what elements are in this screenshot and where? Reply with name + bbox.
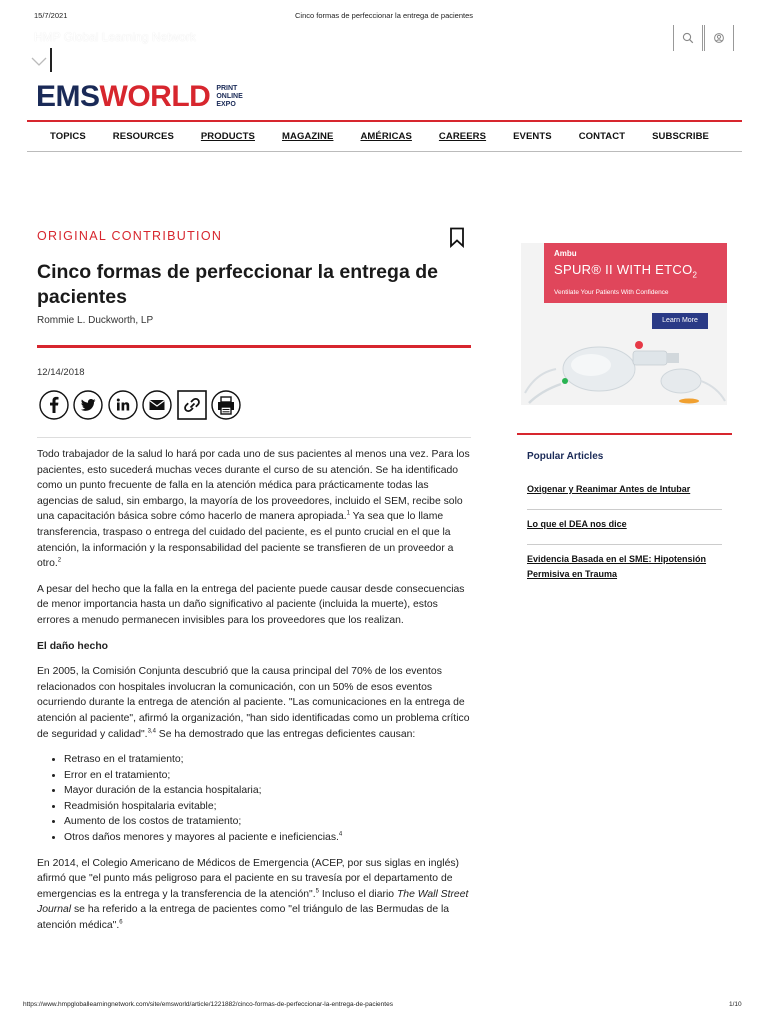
p4-text: En 2014, el Colegio Americano de Médicos de Emergencia (ACEP, por sus siglas en inglés) afirmó que "el punto más peligroso para el paciente en su travesía por el departamento de emergencias es la entrega y la transferencia de la atención". <box>37 857 460 900</box>
footnote-ref[interactable]: 3,4 <box>147 728 156 735</box>
linkedin-icon <box>108 390 138 420</box>
chevron-down-icon[interactable] <box>30 54 48 68</box>
list-item: • Mayor duración de la estancia hospitalaria; <box>64 783 473 799</box>
ad-subtitle: Ventilate Your Patients With Confidence <box>554 289 669 296</box>
p1-text: Todo trabajador de la salud lo hará por cada uno de sus pacientes al menos una vez. Para los pacientes, esto sucederá muchas veces durante el curso de su atención. Se ha identificado como un punto frecuente de falla en la atención médica para prácticamente todas las agencias de salud, sin embargo, la mayoría de los proveedores, incluido el SEM, recibe solo una capacitación básica sobre cómo hacerlo de manera apropiada. <box>37 449 470 523</box>
p1-text-2: Ya sea que lo llame transferencia, traspaso o entrega del cuidado del paciente, es el punto crucial en el que la atención, la información y la responsabilidad del paciente se transfieren de un proveedor a otro. <box>37 511 454 570</box>
footnote-ref[interactable]: 1 <box>346 510 350 517</box>
link-icon <box>177 390 207 420</box>
copy-link-button[interactable] <box>176 389 207 420</box>
share-facebook-button[interactable] <box>38 389 69 420</box>
search-icon <box>682 32 694 44</box>
list-item: • Retraso en el tratamiento; <box>64 752 473 768</box>
header-icons <box>673 25 735 51</box>
header-divider <box>50 48 52 72</box>
footnote-ref[interactable]: 6 <box>119 919 123 926</box>
print-icon <box>211 390 241 420</box>
nav-subscribe[interactable]: SUBSCRIBE <box>652 131 709 142</box>
main-nav <box>27 122 742 152</box>
resuscitator-product-image <box>521 321 727 405</box>
list-item-text: Otros daños menores y mayores al paciente e ineficiencias. <box>64 832 339 844</box>
footnote-ref[interactable]: 4 <box>338 831 343 838</box>
article-kicker[interactable]: ORIGINAL CONTRIBUTION <box>37 229 223 243</box>
ad-title <box>554 262 697 280</box>
ad-title-main: SPUR® II WITH ETCO <box>554 262 693 277</box>
p3-text: En 2005, la Comisión Conjunta descubrió que la causa principal del 70% de los eventos relacionados con hospitales involucran la comunicación, con un 50% de esos eventos ocurriendo durante la entrega de atención al paciente. "Las comunicaciones en la entrega de atención al paciente", afirmó la organización, "han sido identificadas como un problema crítico de seguridad y calidad". <box>37 666 470 740</box>
logo-tagline-print: PRINT <box>216 85 238 92</box>
nav-resources[interactable]: RESOURCES <box>112 131 174 142</box>
sidebar-accent-rule <box>517 433 732 435</box>
share-bar <box>38 389 245 420</box>
bookmark-icon[interactable] <box>449 227 465 248</box>
network-link[interactable]: HMP Global Learning Network <box>34 30 196 44</box>
email-icon <box>142 390 172 420</box>
logo-ems: EMS <box>36 80 100 113</box>
logo-tagline-expo: EXPO <box>216 101 236 108</box>
sidebar-ad[interactable] <box>521 243 727 405</box>
p4-text-2: Incluso el diario <box>318 888 397 900</box>
twitter-icon <box>73 390 103 420</box>
popular-articles-list <box>527 475 722 594</box>
print-page-number: 1/10 <box>729 1001 742 1008</box>
account-button[interactable] <box>704 25 734 51</box>
paragraph-2: A pesar del hecho que la falla en la entrega del paciente puede causar desde consecuencias de menor importancia hasta un daño significativo al paciente (incluida la muerte), estos errores a menudo permanecen invisibles para los proveedores que los realizan. <box>37 583 465 626</box>
logo-tagline-online: ONLINE <box>216 93 243 100</box>
print-button[interactable] <box>211 389 242 420</box>
popular-articles-heading: Popular Articles <box>527 451 604 462</box>
nav-americas[interactable]: AMÉRICAS <box>360 131 412 142</box>
p4-text-3: se ha referido a la entrega de pacientes como "el triángulo de las Bermudas de la atención médica". <box>37 904 450 932</box>
title-rule <box>37 345 471 348</box>
consequences-list <box>37 752 473 846</box>
popular-article-link[interactable]: Evidencia Basada en el SME: Hipotensión Permisiva en Trauma <box>527 554 707 579</box>
article-title: Cinco formas de perfeccionar la entrega de pacientes <box>37 261 438 308</box>
nav-contact[interactable]: CONTACT <box>578 131 626 142</box>
article-date: 12/14/2018 <box>37 367 85 378</box>
paragraph-4 <box>37 856 473 934</box>
ad-brand: Ambu <box>554 249 577 258</box>
emsworld-logo[interactable] <box>36 82 243 112</box>
publication-name: The Wall Street Journal <box>37 888 469 916</box>
nav-careers[interactable]: CAREERS <box>438 131 487 142</box>
share-email-button[interactable] <box>142 389 173 420</box>
popular-article-link[interactable]: Oxigenar y Reanimar Antes de Intubar <box>527 475 722 510</box>
nav-products[interactable]: PRODUCTS <box>200 131 255 142</box>
article-author: Rommie L. Duckworth, LP <box>37 315 154 326</box>
popular-article-link[interactable]: Lo que el DEA nos dice <box>527 510 722 545</box>
search-button[interactable] <box>673 25 703 51</box>
list-item: • Error en el tratamiento; <box>64 768 473 784</box>
nav-events[interactable]: EVENTS <box>513 131 552 142</box>
print-url: https://www.hmpgloballearningnetwork.com/site/emsworld/article/1221882/cinco-formas-de-perfeccionar-la-entrega-de-pacientes <box>23 1001 393 1008</box>
paragraph-3 <box>37 664 473 742</box>
nav-topics[interactable]: TOPICS <box>50 131 86 142</box>
ad-learn-more-button[interactable]: Learn More <box>652 313 708 329</box>
print-title: Cinco formas de perfeccionar la entrega de pacientes <box>294 11 474 20</box>
footnote-ref[interactable]: 5 <box>315 888 319 895</box>
share-rule <box>37 437 471 438</box>
paragraph-1 <box>37 447 473 572</box>
ad-title-subscript: 2 <box>692 270 698 280</box>
share-twitter-button[interactable] <box>73 389 104 420</box>
article-body <box>37 447 473 944</box>
logo-tagline <box>216 85 242 109</box>
nav-magazine[interactable]: MAGAZINE <box>281 131 334 142</box>
p3-text-2: Se ha demostrado que las entregas deficientes causan: <box>155 728 416 740</box>
list-item <box>64 830 473 846</box>
footnote-ref[interactable]: 2 <box>57 557 62 564</box>
list-item: • Readmisión hospitalaria evitable; <box>64 799 473 815</box>
user-icon <box>713 32 725 44</box>
ad-banner <box>544 243 727 303</box>
facebook-icon <box>39 390 69 420</box>
section-heading: El daño hecho <box>37 640 109 652</box>
logo-world: WORLD <box>99 80 211 113</box>
list-item: • Aumento de los costos de tratamiento; <box>64 814 473 830</box>
print-date: 15/7/2021 <box>34 11 68 20</box>
share-linkedin-button[interactable] <box>107 389 138 420</box>
